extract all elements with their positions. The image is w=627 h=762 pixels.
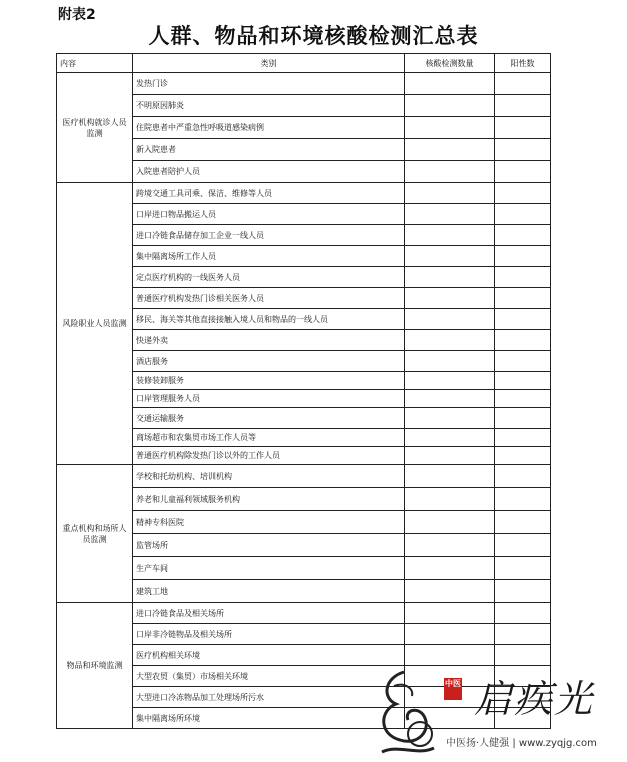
test-count-cell[interactable] [405, 429, 495, 447]
positive-count-cell[interactable] [495, 624, 551, 645]
test-count-cell[interactable] [405, 624, 495, 645]
category-cell: 发热门诊 [133, 73, 405, 95]
table-row [57, 183, 551, 204]
positive-count-cell[interactable] [495, 429, 551, 447]
category-cell: 装修装卸服务 [133, 372, 405, 390]
category-cell: 商场超市和农集贸市场工作人员等 [133, 429, 405, 447]
category-cell: 学校和托幼机构、培训机构 [133, 465, 405, 488]
category-cell: 跨境交通工具司乘、保洁、维修等人员 [133, 183, 405, 204]
test-count-cell[interactable] [405, 390, 495, 408]
positive-count-cell[interactable] [495, 246, 551, 267]
test-count-cell[interactable] [405, 557, 495, 580]
category-cell: 集中隔离场所环境 [133, 708, 405, 729]
watermark [374, 660, 624, 760]
positive-count-cell[interactable] [495, 225, 551, 246]
category-cell: 建筑工地 [133, 580, 405, 603]
table-body [57, 73, 551, 729]
category-cell: 大型农贸（集贸）市场相关环境 [133, 666, 405, 687]
test-count-cell[interactable] [405, 351, 495, 372]
positive-count-cell[interactable] [495, 488, 551, 511]
category-cell: 移民、海关等其他直接接触入境人员和物品的一线人员 [133, 309, 405, 330]
category-cell: 普通医疗机构发热门诊相关医务人员 [133, 288, 405, 309]
category-cell: 医疗机构相关环境 [133, 645, 405, 666]
page-title: 人群、物品和环境核酸检测汇总表 [148, 23, 479, 48]
test-count-cell[interactable] [405, 372, 495, 390]
test-count-cell[interactable] [405, 511, 495, 534]
test-count-cell[interactable] [405, 117, 495, 139]
positive-count-cell[interactable] [495, 351, 551, 372]
test-count-cell[interactable] [405, 204, 495, 225]
watermark-slogan: 中医扬·人健强 | www.zyqjg.com [444, 734, 599, 749]
category-cell: 口岸进口物品搬运人员 [133, 204, 405, 225]
category-cell: 交通运输服务 [133, 408, 405, 429]
test-count-cell[interactable] [405, 580, 495, 603]
category-cell: 监管场所 [133, 534, 405, 557]
positive-count-cell[interactable] [495, 139, 551, 161]
positive-count-cell[interactable] [495, 534, 551, 557]
test-count-cell[interactable] [405, 465, 495, 488]
attachment-label: 附表2 [58, 7, 96, 23]
category-cell: 不明原因肺炎 [133, 95, 405, 117]
header-test-count: 核酸检测数量 [405, 54, 495, 73]
test-count-cell[interactable] [405, 225, 495, 246]
test-count-cell[interactable] [405, 603, 495, 624]
category-cell: 精神专科医院 [133, 511, 405, 534]
category-cell: 集中隔离场所工作人员 [133, 246, 405, 267]
test-count-cell[interactable] [405, 408, 495, 429]
category-cell: 口岸非冷链物品及相关场所 [133, 624, 405, 645]
positive-count-cell[interactable] [495, 309, 551, 330]
positive-count-cell[interactable] [495, 161, 551, 183]
watermark-logo-icon [374, 664, 444, 760]
positive-count-cell[interactable] [495, 117, 551, 139]
header-positive-count: 阳性数 [495, 54, 551, 73]
category-cell: 进口冷链食品及相关场所 [133, 603, 405, 624]
category-cell: 酒店服务 [133, 351, 405, 372]
positive-count-cell[interactable] [495, 183, 551, 204]
positive-count-cell[interactable] [495, 390, 551, 408]
category-cell: 生产车间 [133, 557, 405, 580]
watermark-name: 启疾光 [474, 677, 595, 721]
test-count-cell[interactable] [405, 534, 495, 557]
positive-count-cell[interactable] [495, 557, 551, 580]
test-count-cell[interactable] [405, 488, 495, 511]
positive-count-cell[interactable] [495, 447, 551, 465]
test-count-cell[interactable] [405, 309, 495, 330]
table-row [57, 465, 551, 488]
positive-count-cell[interactable] [495, 330, 551, 351]
test-count-cell[interactable] [405, 330, 495, 351]
group-label: 风险职业人员监测 [57, 183, 133, 465]
positive-count-cell[interactable] [495, 408, 551, 429]
test-count-cell[interactable] [405, 183, 495, 204]
category-cell: 快递外卖 [133, 330, 405, 351]
category-cell: 定点医疗机构的一线医务人员 [133, 267, 405, 288]
positive-count-cell[interactable] [495, 267, 551, 288]
positive-count-cell[interactable] [495, 580, 551, 603]
positive-count-cell[interactable] [495, 204, 551, 225]
summary-table [56, 53, 551, 729]
test-count-cell[interactable] [405, 447, 495, 465]
test-count-cell[interactable] [405, 73, 495, 95]
table-row [57, 603, 551, 624]
group-label: 重点机构和场所人员监测 [57, 465, 133, 603]
test-count-cell[interactable] [405, 246, 495, 267]
category-cell: 住院患者中严重急性呼吸道感染病例 [133, 117, 405, 139]
category-cell: 养老和儿童福利领域服务机构 [133, 488, 405, 511]
positive-count-cell[interactable] [495, 288, 551, 309]
positive-count-cell[interactable] [495, 603, 551, 624]
category-cell: 新入院患者 [133, 139, 405, 161]
positive-count-cell[interactable] [495, 95, 551, 117]
table-row [57, 73, 551, 95]
test-count-cell[interactable] [405, 139, 495, 161]
positive-count-cell[interactable] [495, 73, 551, 95]
category-cell: 入院患者陪护人员 [133, 161, 405, 183]
group-label: 医疗机构就诊人员监测 [57, 73, 133, 183]
test-count-cell[interactable] [405, 161, 495, 183]
category-cell: 大型进口冷冻物品加工处理场所污水 [133, 687, 405, 708]
positive-count-cell[interactable] [495, 465, 551, 488]
category-cell: 口岸管理服务人员 [133, 390, 405, 408]
watermark-seal: 中医 [444, 678, 462, 700]
category-cell: 进口冷链食品储存加工企业一线人员 [133, 225, 405, 246]
positive-count-cell[interactable] [495, 511, 551, 534]
table-header-row [57, 54, 551, 73]
test-count-cell[interactable] [405, 95, 495, 117]
header-category: 类别 [133, 54, 405, 73]
test-count-cell[interactable] [405, 267, 495, 288]
test-count-cell[interactable] [405, 288, 495, 309]
header-content: 内容 [57, 54, 133, 73]
category-cell: 普通医疗机构除发热门诊以外的工作人员 [133, 447, 405, 465]
group-label: 物品和环境监测 [57, 603, 133, 729]
positive-count-cell[interactable] [495, 372, 551, 390]
